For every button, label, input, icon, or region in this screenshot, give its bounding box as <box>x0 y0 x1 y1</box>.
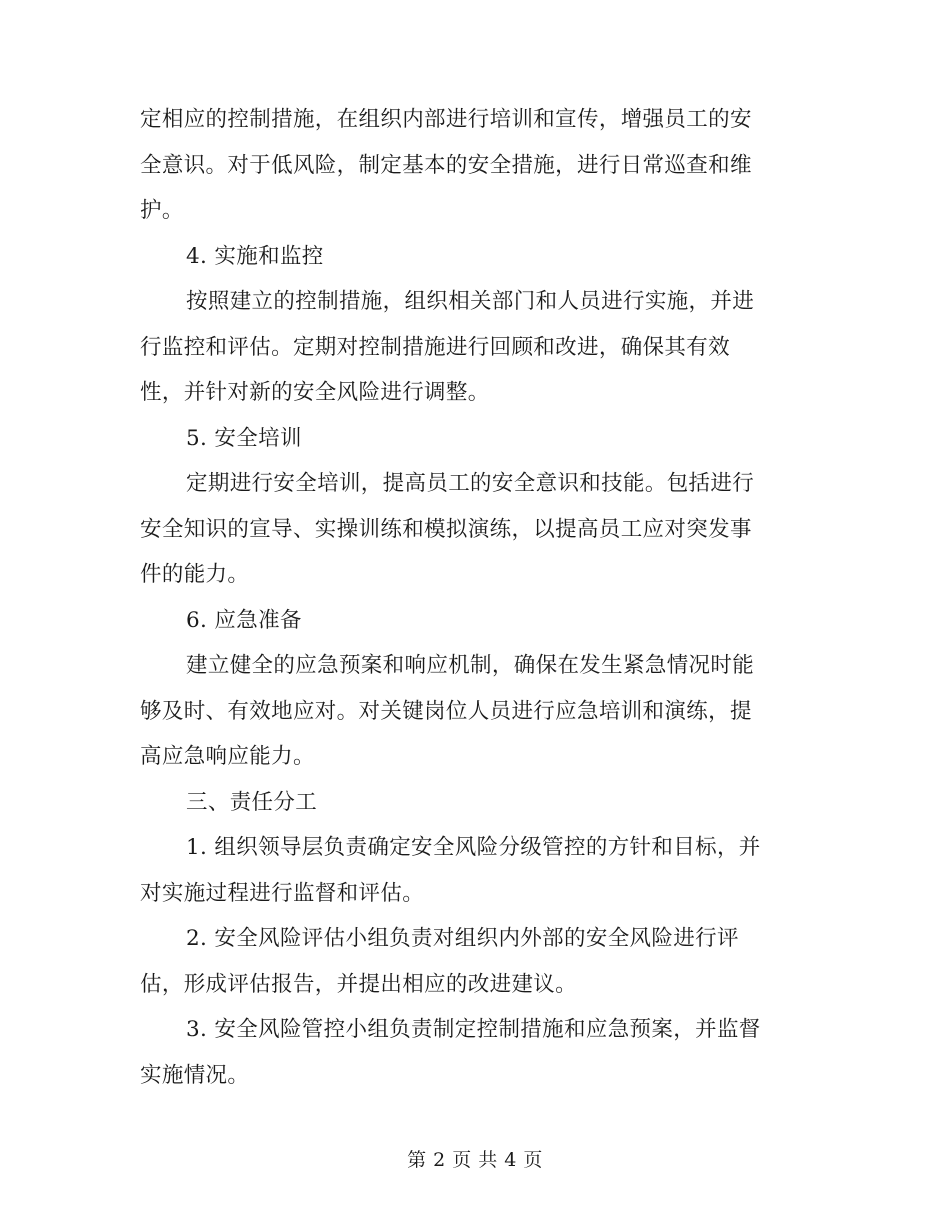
list-item-line: 对实施过程进行监督和评估。 <box>140 880 425 906</box>
section-heading: 5. 安全培训 <box>186 425 302 451</box>
paragraph-line: 安全知识的宣导、实操训练和模拟演练，以提高员工应对突发事 <box>140 516 752 542</box>
list-item-line: 2. 安全风险评估小组负责对组织内外部的安全风险进行评 <box>186 926 739 951</box>
section-heading: 6. 应急准备 <box>186 607 302 633</box>
document-body <box>140 97 812 1098</box>
paragraph-line: 行监控和评估。定期对控制措施进行回顾和改进，确保其有效 <box>140 334 730 360</box>
paragraph-line: 全意识。对于低风险，制定基本的安全措施，进行日常巡查和维 <box>140 152 752 178</box>
paragraph-line: 按照建立的控制措施，组织相关部门和人员进行实施，并进 <box>186 289 755 314</box>
list-item-line: 实施情况。 <box>140 1062 250 1088</box>
paragraph-line: 件的能力。 <box>140 562 250 587</box>
section-heading: 4. 实施和监控 <box>186 243 324 269</box>
paragraph-line: 定期进行安全培训，提高员工的安全意识和技能。包括进行 <box>186 471 755 496</box>
paragraph-line: 够及时、有效地应对。对关键岗位人员进行应急培训和演练，提 <box>140 698 752 724</box>
list-item-line: 估，形成评估报告，并提出相应的改进建议。 <box>140 971 578 997</box>
list-item-line: 3. 安全风险管控小组负责制定控制措施和应急预案，并监督 <box>186 1017 761 1042</box>
paragraph-line: 性，并针对新的安全风险进行调整。 <box>140 380 490 405</box>
paragraph-line: 建立健全的应急预案和响应机制，确保在发生紧急情况时能 <box>186 653 755 678</box>
paragraph-line: 护。 <box>140 198 184 223</box>
list-item-line: 1. 组织领导层负责确定安全风险分级管控的方针和目标，并 <box>186 835 761 860</box>
page-number-footer: 第 2 页 共 4 页 <box>407 1149 543 1171</box>
chapter-heading: 三、责任分工 <box>186 789 318 815</box>
paragraph-line: 定相应的控制措施，在组织内部进行培训和宣传，增强员工的安 <box>140 107 752 132</box>
paragraph-line: 高应急响应能力。 <box>140 744 315 769</box>
